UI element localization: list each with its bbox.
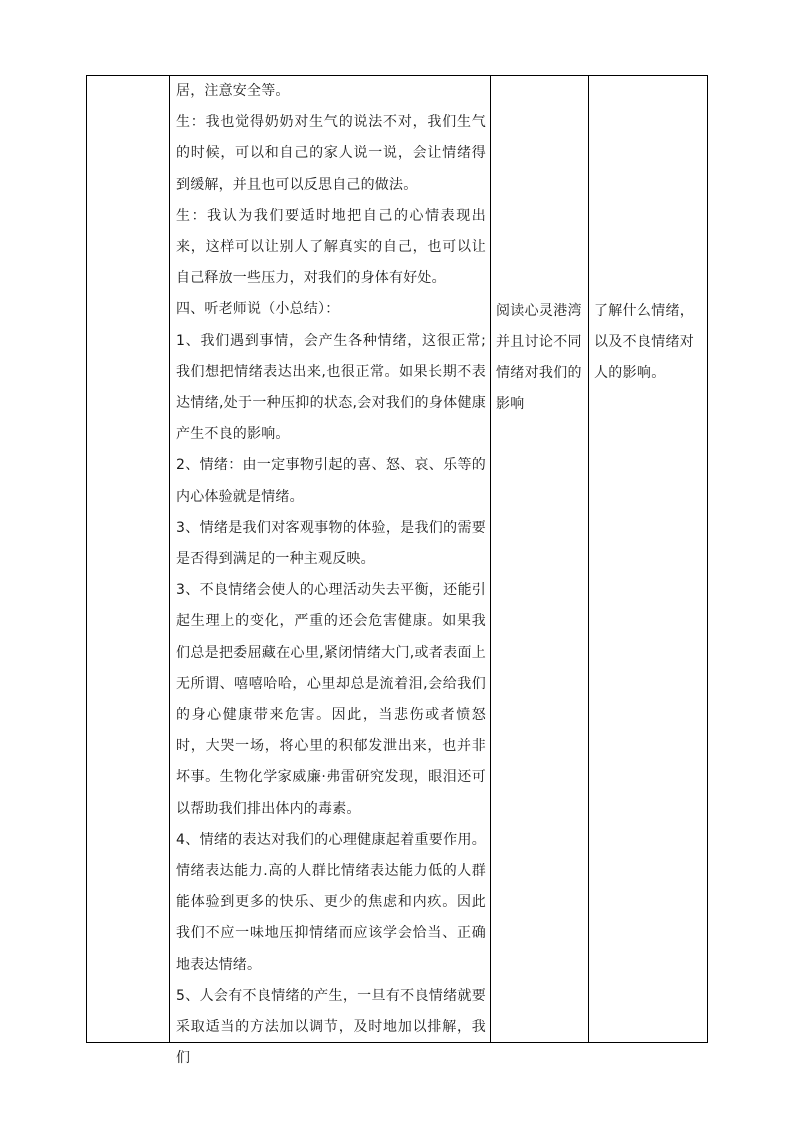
summary-point-4: 4、情绪的表达对我们的心理健康起着重要作用。情绪表达能力.高的人群比情绪表达能力低的人群能体验到更多的快乐、更少的焦虑和内疚。因此我们不应一味地压抑情绪而应该学会恰当、正确地表达情绪。 bbox=[176, 831, 486, 973]
summary-point-3b: 3、不良情绪会使人的心理活动失去平衡，还能引起生理上的变化，严重的还会危害健康。如果我们总是把委屈藏在心里,紧闭情绪大门,或者表面上无所谓、嘻嘻哈哈，心里却总是流着泪,会给我们的身心健康带来危害。因此，当悲伤或者愤怒时，大哭一场，将心里的积郁发泄出来，也并非坏事。生物化学家威廉·弗雷研究发现，眼泪还可以帮助我们排出体内的毒素。 bbox=[176, 582, 486, 817]
summary-point-2: 2、情绪：由一定事物引起的喜、怒、哀、乐等的内心体验就是情绪。 bbox=[176, 457, 486, 505]
section-heading-summary: 四、听老师说（小总结）： bbox=[176, 301, 340, 318]
column-divider-1 bbox=[169, 76, 170, 1042]
column-divider-2 bbox=[490, 76, 491, 1042]
summary-point-3a: 3、情绪是我们对客观事物的体验，是我们的需要是否得到满足的一种主观反映。 bbox=[176, 519, 486, 568]
column-divider-3 bbox=[588, 76, 589, 1042]
lesson-plan-table bbox=[86, 75, 708, 1067]
paragraph-student-reply-2: 生：我认为我们要适时地把自己的心情表现出来，这样可以让别人了解真实的自己，也可以让自己释放一些压力，对我们的身体有好处。 bbox=[176, 207, 486, 287]
teaching-process-cell bbox=[174, 76, 490, 1075]
summary-point-5: 5、人会有不良情绪的产生，一旦有不良情绪就要采取适当的方法加以调节，及时地加以排解，我们 bbox=[176, 987, 486, 1067]
paragraph-continuation: 居，注意安全等。 bbox=[176, 83, 290, 99]
summary-point-1: 1、我们遇到事情，会产生各种情绪，这很正常;我们想把情绪表达出来,也很正常。如果长期不表达情绪,处于一种压抑的状态,会对我们的身体健康产生不良的影响。 bbox=[176, 332, 486, 443]
student-activity-cell: 阅读心灵港湾并且讨论不同情绪对我们的影响 bbox=[496, 303, 582, 412]
design-purpose-cell: 了解什么情绪，以及不良情绪对人的影响。 bbox=[594, 303, 695, 381]
paragraph-student-reply-1: 生：我也觉得奶奶对生气的说法不对，我们生气的时候，可以和自己的家人说一说，会让情绪得到缓解，并且也可以反思自己的做法。 bbox=[176, 114, 486, 193]
